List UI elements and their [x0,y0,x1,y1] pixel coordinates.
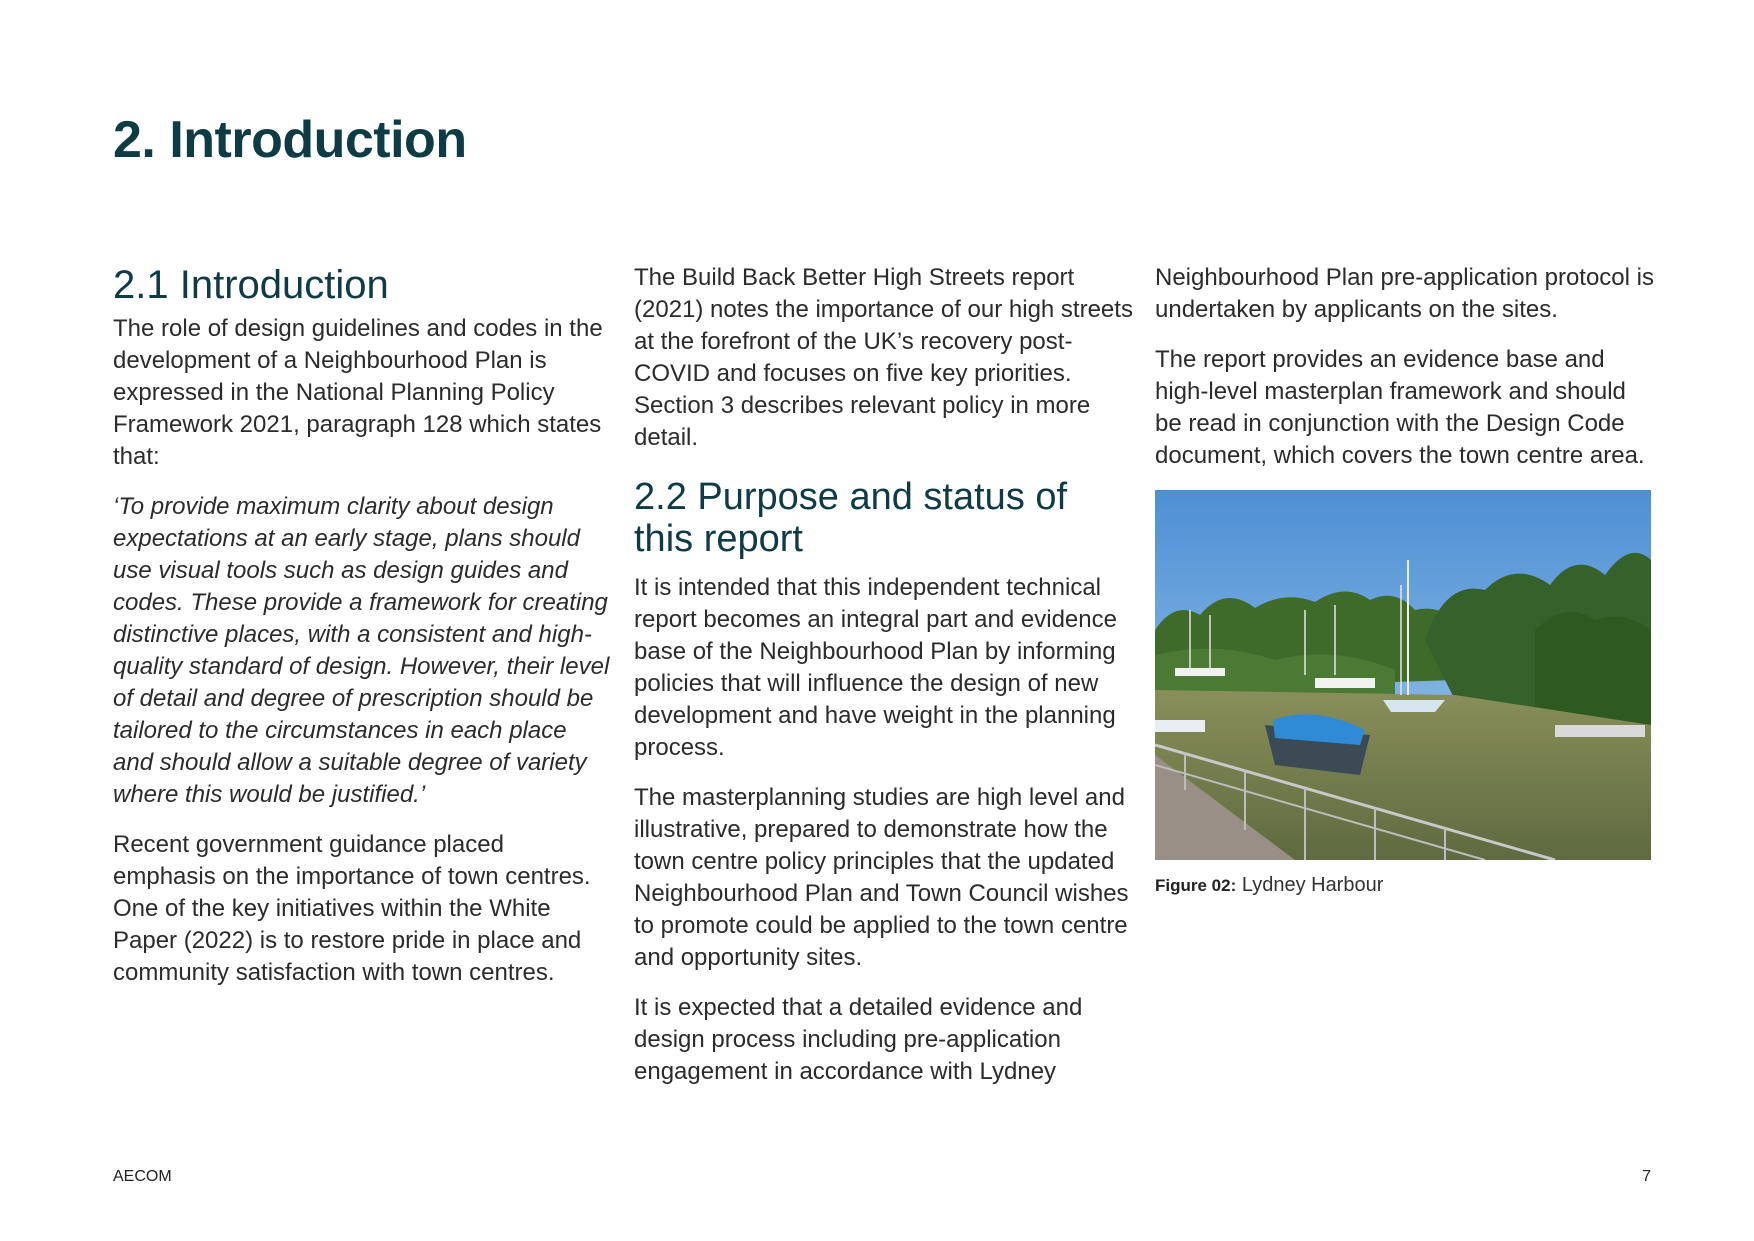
figure-caption [1155,872,1655,899]
footer-brand: AECOM [113,1168,172,1185]
body-paragraph: It is expected that a detailed evidence and design process including pre-application engagement in accordance with Lydney [634,994,1083,1085]
figure-caption-text: Lydney Harbour [1241,874,1384,896]
section-heading-2-2: 2.2 Purpose and status of this report [634,476,1068,560]
body-paragraph: The report provides an evidence base and high-level masterplan framework and should be read in conjunction with the Design Code document, which covers the town centre area. [1155,346,1645,469]
body-paragraph: The role of design guidelines and codes in the development of a Neighbourhood Plan is expressed in the National Planning Policy Framework 2021, paragraph 128 which states that: [113,315,603,470]
page-title: 2. Introduction [113,111,467,169]
harbour-photo [1155,490,1651,860]
column-1 [113,262,613,1007]
section-heading-2-1: 2.1 Introduction [113,263,389,307]
body-paragraph: The Build Back Better High Streets report (2021) notes the importance of our high streets at the forefront of the UK’s recovery post-COVID and focuses on five key priorities. Section 3 describes relevant policy in more detail. [634,264,1133,451]
body-paragraph: The masterplanning studies are high level and illustrative, prepared to demonstrate how the town centre policy principles that the updated Neighbourhood Plan and Town Council wishes to promote could be applied to the town centre and opportunity sites. [634,784,1129,971]
body-paragraph: It is intended that this independent technical report becomes an integral part and evidence base of the Neighbourhood Plan by informing policies that will influence the design of new development and have weight in the planning process. [634,574,1117,761]
figure-label: Figure 02: [1155,876,1237,895]
page-number: 7 [1642,1168,1651,1185]
column-3 [1155,262,1655,899]
column-2 [634,262,1134,1106]
body-paragraph: Recent government guidance placed emphasis on the importance of town centres. One of the key initiatives within the White Paper (2022) is to restore pride in place and community satisfaction with town centres. [113,831,591,986]
policy-quote: ‘To provide maximum clarity about design expectations at an early stage, plans should use visual tools such as design guides and codes. These provide a framework for creating distinctive places, with a consistent and high-quality standard of design. However, their level of detail and degree of prescription should be tailored to the circumstances in each place and should allow a suitable degree of variety where this would be justified.’ [113,493,610,808]
body-paragraph: Neighbourhood Plan pre-application protocol is undertaken by applicants on the sites. [1155,264,1654,323]
